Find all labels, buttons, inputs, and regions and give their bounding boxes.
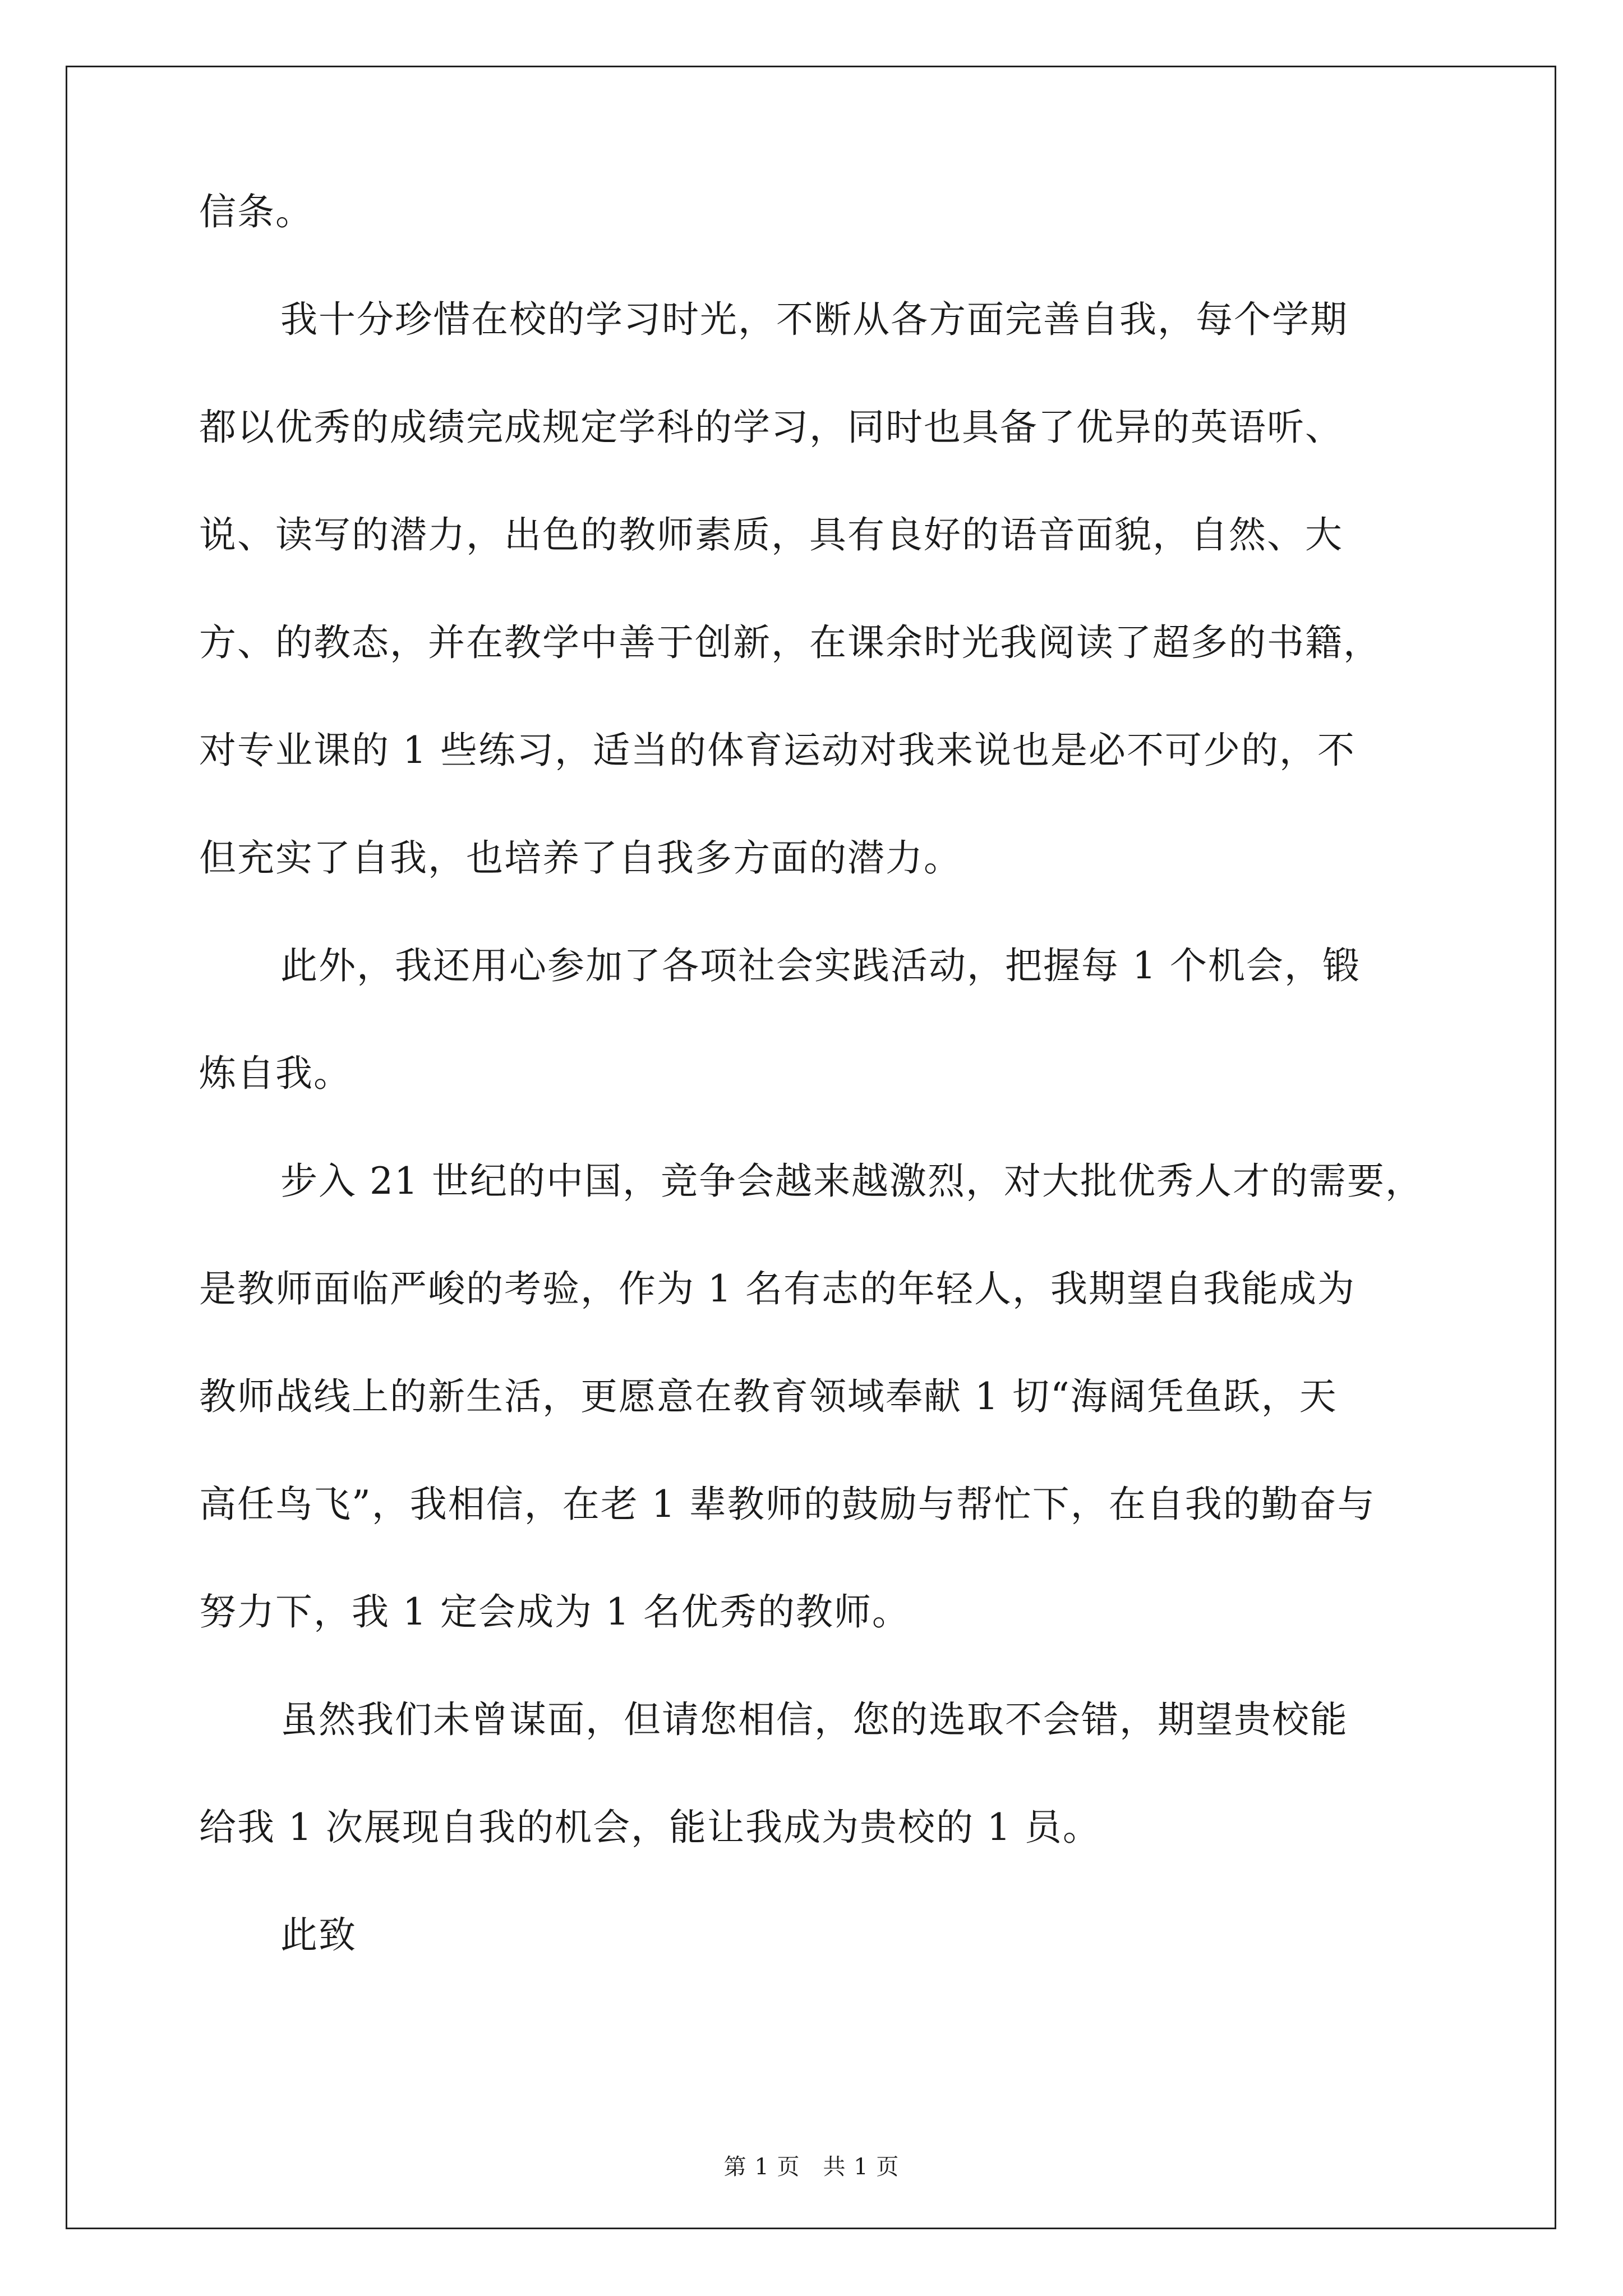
paragraph-line: 教师战线上的新生活，更愿意在教育领域奉献 1 切“海阔凭鱼跃，天 — [199, 1375, 1338, 1418]
page-border — [66, 66, 1556, 2229]
paragraph-line: 此外，我还用心参加了各项社会实践活动，把握每 1 个机会，锻 — [280, 944, 1361, 987]
paragraph-line: 我十分珍惜在校的学习时光，不断从各方面完善自我，每个学期 — [280, 298, 1348, 341]
paragraph-line: 说、读写的潜力，出色的教师素质，具有良好的语音面貌，自然、大 — [199, 513, 1343, 556]
closing-salutation: 此致 — [280, 1913, 357, 1957]
page-number-footer: 第 1 页 共 1 页 — [723, 2154, 900, 2180]
paragraph-line: 都以优秀的成绩完成规定学科的学习，同时也具备了优异的英语听、 — [199, 406, 1343, 449]
paragraph-line: 但充实了自我，也培养了自我多方面的潜力。 — [199, 836, 962, 880]
paragraph-line: 炼自我。 — [199, 1052, 352, 1095]
paragraph-line: 信条。 — [199, 190, 313, 233]
paragraph-line: 给我 1 次展现自我的机会，能让我成为贵校的 1 员。 — [199, 1806, 1101, 1849]
paragraph-line: 高任鸟飞”，我相信，在老 1 辈教师的鼓励与帮忙下，在自我的勤奋与 — [199, 1483, 1376, 1526]
paragraph-line: 是教师面临严峻的考验，作为 1 名有志的年轻人，我期望自我能成为 — [199, 1267, 1355, 1310]
paragraph-line: 步入 21 世纪的中国，竞争会越来越激烈，对大批优秀人才的需要， — [280, 1159, 1423, 1203]
paragraph-line: 虽然我们未曾谋面，但请您相信，您的选取不会错，期望贵校能 — [280, 1698, 1348, 1741]
paragraph-line: 对专业课的 1 些练习，适当的体育运动对我来说也是必不可少的，不 — [199, 729, 1355, 772]
paragraph-line: 方、的教态，并在教学中善于创新，在课余时光我阅读了超多的书籍， — [199, 621, 1381, 664]
paragraph-line: 努力下，我 1 定会成为 1 名优秀的教师。 — [199, 1590, 910, 1634]
